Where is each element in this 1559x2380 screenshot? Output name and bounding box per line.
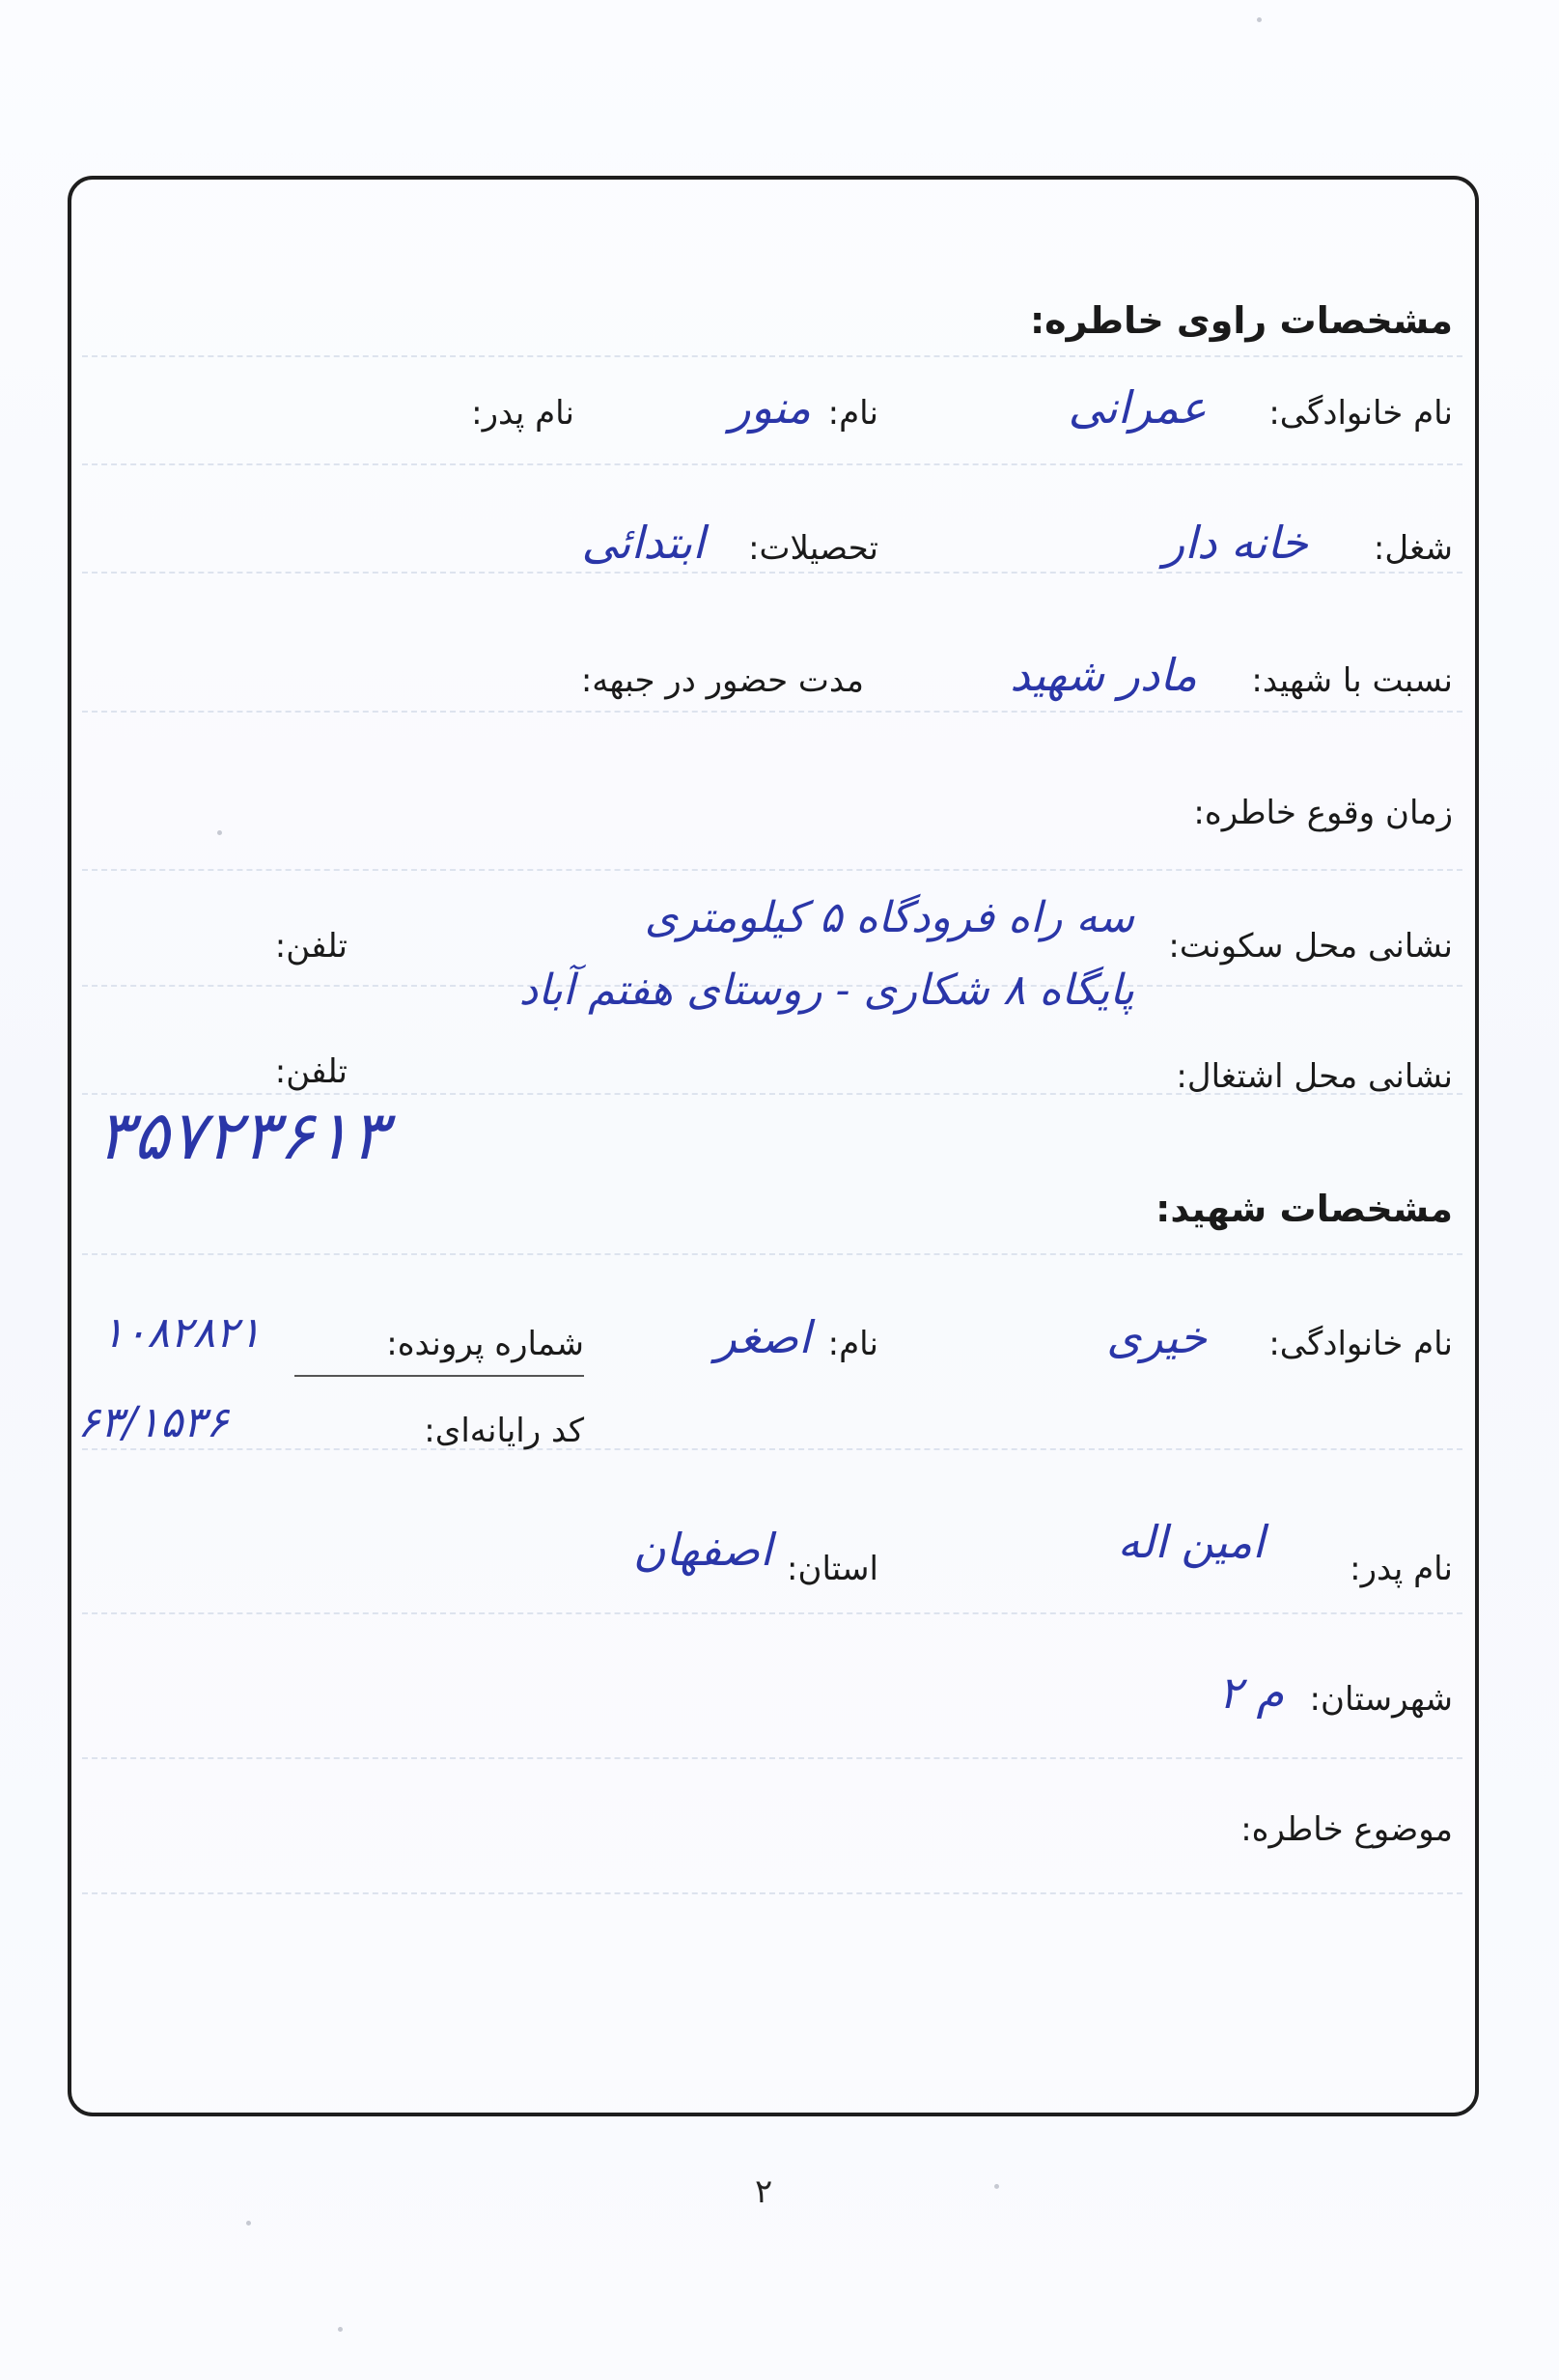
martyr-city-label: شهرستان:: [1309, 1680, 1453, 1719]
narrator-family-value: عمرانی: [1068, 381, 1207, 434]
ruled-line: [82, 1757, 1462, 1759]
narrator-relation-value: مادر شهید: [1010, 649, 1197, 701]
ruled-line: [82, 711, 1462, 713]
narrator-phone-label-1: تلفن:: [274, 927, 348, 966]
narrator-heading: مشخصات راوی خاطره:: [1029, 299, 1453, 342]
ruled-line: [82, 355, 1462, 357]
martyr-father-value: امین اله: [1117, 1516, 1265, 1568]
martyr-father-label: نام پدر:: [1350, 1550, 1453, 1588]
martyr-file-label: شماره پرونده:: [386, 1325, 584, 1363]
narrator-family-label: نام خانوادگی:: [1268, 394, 1453, 433]
ruled-line: [82, 1448, 1462, 1450]
martyr-province-label: استان:: [787, 1550, 878, 1588]
ruled-line: [82, 572, 1462, 574]
ruled-line: [82, 1892, 1462, 1894]
ruled-line: [82, 463, 1462, 465]
paper-speck: [338, 2327, 343, 2332]
narrator-relation-label: نسبت با شهید:: [1251, 661, 1453, 700]
page-number: ۲: [755, 2172, 773, 2211]
narrator-phone-value: ۳۵۷۲۳۶۱۳: [97, 1096, 387, 1175]
narrator-name-label: نام:: [827, 394, 878, 433]
narrator-home-address-label: نشانی محل سکونت:: [1168, 927, 1453, 966]
martyr-heading: مشخصات شهید:: [1155, 1188, 1453, 1230]
narrator-father-label: نام پدر:: [471, 394, 574, 433]
narrator-work-address-label: نشانی محل اشتغال:: [1176, 1057, 1453, 1096]
narrator-home-address-line2: پایگاه ۸ شکاری - روستای هفتم آباد: [518, 966, 1134, 1015]
martyr-code-label: کد رایانه‌ای:: [424, 1412, 584, 1450]
ruled-line: [82, 1612, 1462, 1614]
paper-speck: [217, 830, 222, 835]
narrator-home-address-line1: سه راه فرودگاه ۵ کیلومتری: [644, 893, 1134, 942]
paper-speck: [1257, 17, 1262, 22]
ruled-line: [82, 1253, 1462, 1255]
narrator-name-value: منور: [729, 381, 811, 434]
martyr-name-value: اصغر: [714, 1311, 811, 1363]
martyr-family-value: خیری: [1106, 1311, 1207, 1363]
martyr-province-value: اصفهان: [632, 1524, 772, 1576]
paper-speck: [994, 2184, 999, 2189]
martyr-topic-label: موضوع خاطره:: [1240, 1810, 1453, 1849]
narrator-job-value: خانه دار: [1162, 517, 1308, 569]
martyr-family-label: نام خانوادگی:: [1268, 1325, 1453, 1363]
ruled-line: [82, 869, 1462, 871]
martyr-name-label: نام:: [827, 1325, 878, 1363]
paper-speck: [246, 2221, 251, 2226]
martyr-file-value: ۱۰۸۲۸۲۱: [101, 1308, 262, 1358]
narrator-time-label: زمان وقوع خاطره:: [1193, 794, 1453, 832]
narrator-front-label: مدت حضور در جبهه:: [580, 661, 864, 700]
narrator-education-value: ابتدائی: [581, 517, 705, 569]
martyr-city-value: م ۲: [1218, 1666, 1284, 1719]
file-number-underline: [294, 1375, 584, 1377]
narrator-phone-label-2: تلفن:: [274, 1052, 348, 1091]
martyr-code-value: ۶۳/۱۵۳۶: [77, 1398, 229, 1447]
narrator-job-label: شغل:: [1373, 529, 1453, 568]
narrator-education-label: تحصیلات:: [748, 529, 878, 568]
